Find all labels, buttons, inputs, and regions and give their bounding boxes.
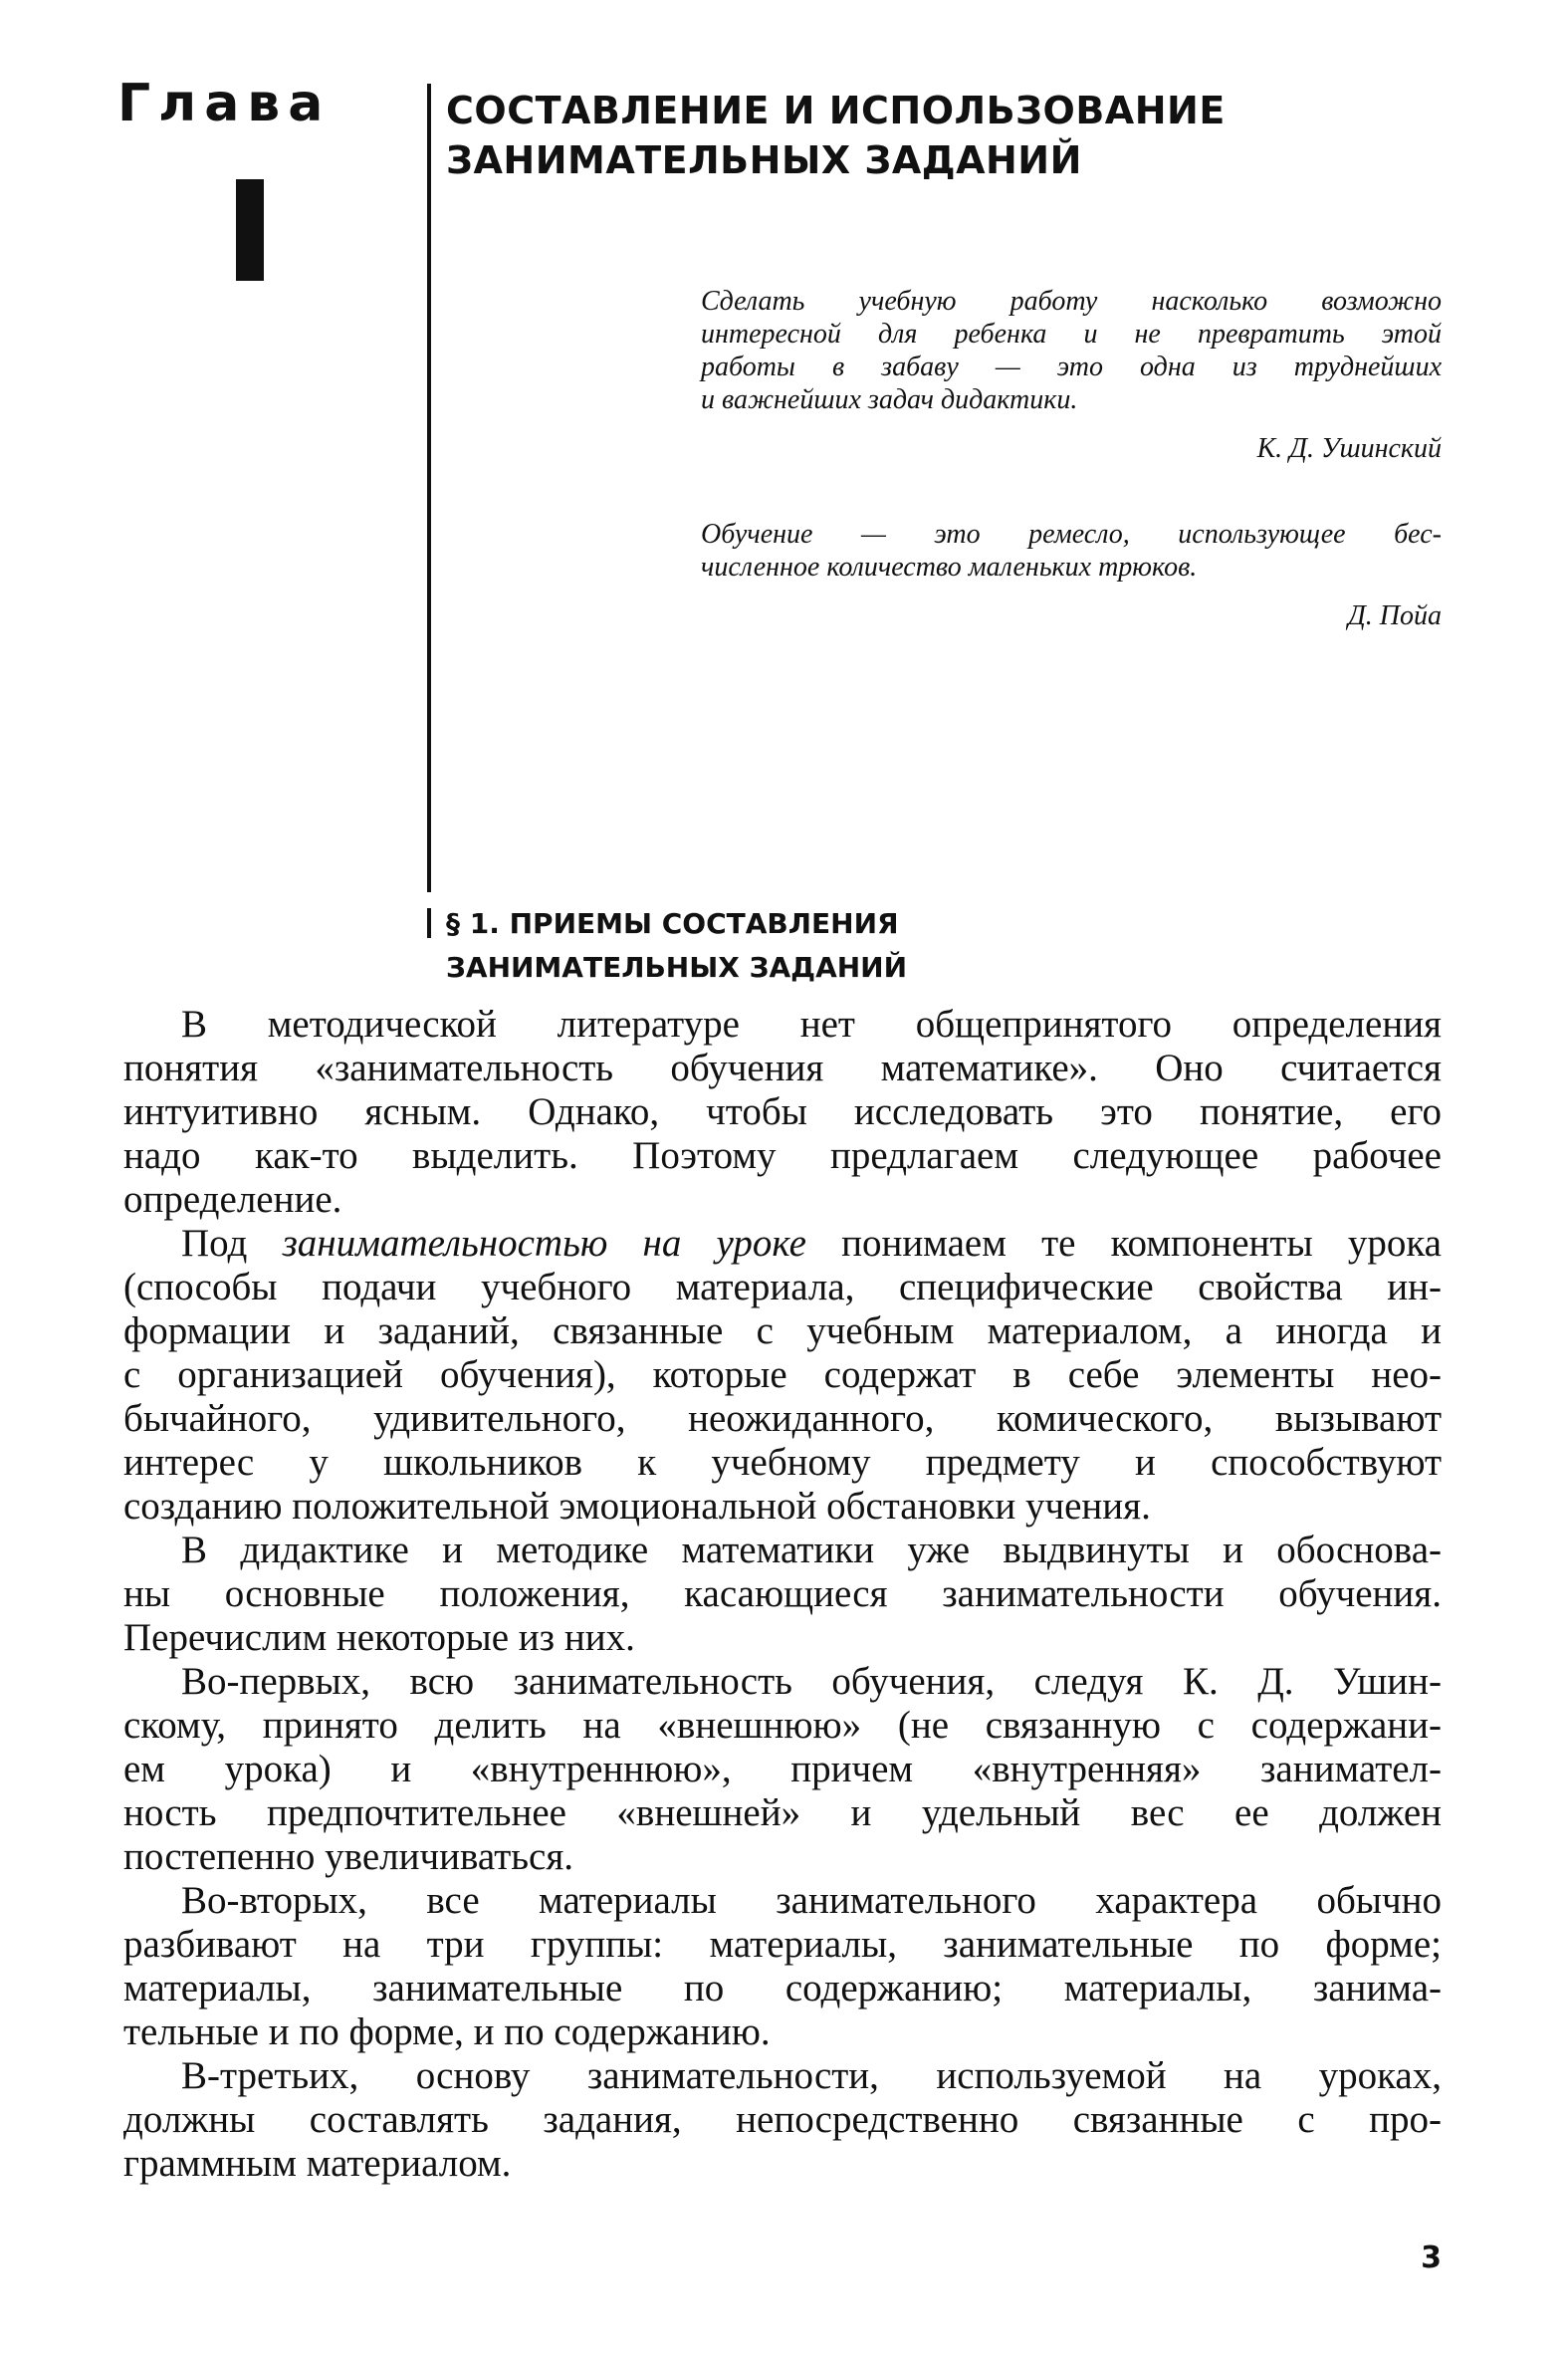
epigraph-line: интересной для ребенка и не превратить этой: [701, 319, 1442, 350]
text-line: тельные и по форме, и по содержанию.: [123, 2010, 771, 2053]
epigraph-line: Обучение — это ремесло, использующее бес-: [701, 519, 1442, 550]
text-line: В дидактике и методике математики уже выдвинуты и обоснова-: [181, 1529, 1442, 1571]
epigraph-author: К. Д. Ушинский: [1256, 433, 1442, 464]
epigraph-author: Д. Пойа: [1347, 600, 1442, 631]
text-line: разбивают на три группы: материалы, занимательные по форме;: [123, 1923, 1442, 1966]
text-line: В методической литературе нет общепринятого определения: [181, 1003, 1442, 1046]
text-line: граммным материалом.: [123, 2142, 512, 2185]
text-line: [123, 1222, 1442, 1266]
text-line: формации и заданий, связанные с учебным материалом, а иногда и: [123, 1309, 1442, 1352]
text-line: с организацией обучения), которые содержат в себе элементы нео-: [123, 1353, 1442, 1396]
epigraph-polya: [701, 518, 1442, 632]
text-line: понятия «занимательность обучения математике». Оно считается: [123, 1047, 1442, 1089]
text-line: определение.: [123, 1178, 342, 1221]
chapter-title-line: СОСТАВЛЕНИЕ И ИСПОЛЬЗОВАНИЕ: [446, 89, 1226, 132]
chapter-title: [446, 86, 1226, 185]
text-line: постепенно увеличиваться.: [123, 1835, 574, 1878]
chapter-number-glyph: [236, 179, 264, 281]
text-run: Под: [181, 1222, 283, 1265]
text-line: надо как-то выделить. Поэтому предлагаем следующее рабочее: [123, 1134, 1442, 1177]
section-title: [446, 902, 907, 990]
text-line: Во-первых, всю занимательность обучения, следуя К. Д. Ушин-: [181, 1660, 1442, 1703]
text-line: скому, принято делить на «внешнюю» (не связанную с содержани-: [123, 1704, 1442, 1747]
section-title-line: § 1. ПРИЕМЫ СОСТАВЛЕНИЯ: [446, 907, 899, 940]
body-text: [123, 1003, 1442, 2186]
epigraph-line: Сделать учебную работу насколько возможно: [701, 286, 1442, 317]
text-line: В-третьих, основу занимательности, используемой на уроках,: [181, 2054, 1442, 2097]
text-line: Перечислим некоторые из них.: [123, 1616, 635, 1659]
section-title-line: ЗАНИМАТЕЛЬНЫХ ЗАДАНИЙ: [446, 951, 908, 984]
chapter-title-line: ЗАНИМАТЕЛЬНЫХ ЗАДАНИЙ: [446, 138, 1082, 182]
page-number: 3: [1421, 2241, 1442, 2275]
text-line: ем урока) и «внутреннюю», причем «внутренняя» занимател-: [123, 1748, 1442, 1790]
vertical-rule: [427, 84, 431, 892]
text-line: ность предпочтительнее «внешней» и удельный вес ее должен: [123, 1791, 1442, 1834]
text-run: понимаем те компоненты урока: [805, 1222, 1442, 1265]
epigraph-ushinsky: [701, 285, 1442, 465]
text-line: материалы, занимательные по содержанию; материалы, занима-: [123, 1967, 1442, 2009]
epigraph-line: и важнейших задач дидактики.: [701, 384, 1078, 415]
text-line: ны основные положения, касающиеся занимательности обучения.: [123, 1572, 1442, 1615]
text-line: интуитивно ясным. Однако, чтобы исследовать это понятие, его: [123, 1090, 1442, 1133]
italic-term: занимательностью на уроке: [282, 1222, 806, 1265]
text-line: интерес у школьников к учебному предмету и способствуют: [123, 1441, 1442, 1484]
text-line: созданию положительной эмоциональной обстановки учения.: [123, 1485, 1151, 1528]
text-line: (способы подачи учебного материала, специфические свойства ин-: [123, 1266, 1442, 1308]
text-line: бычайного, удивительного, неожиданного, комического, вызывают: [123, 1397, 1442, 1440]
vertical-rule-tail: [427, 908, 431, 938]
epigraph-line: работы в забаву — это одна из труднейших: [701, 352, 1442, 382]
epigraph-line: численное количество маленьких трюков.: [701, 552, 1198, 583]
chapter-label: Глава: [117, 74, 332, 133]
text-line: должны составлять задания, непосредственно связанные с про-: [123, 2098, 1442, 2141]
text-line: Во-вторых, все материалы занимательного характера обычно: [181, 1879, 1442, 1922]
